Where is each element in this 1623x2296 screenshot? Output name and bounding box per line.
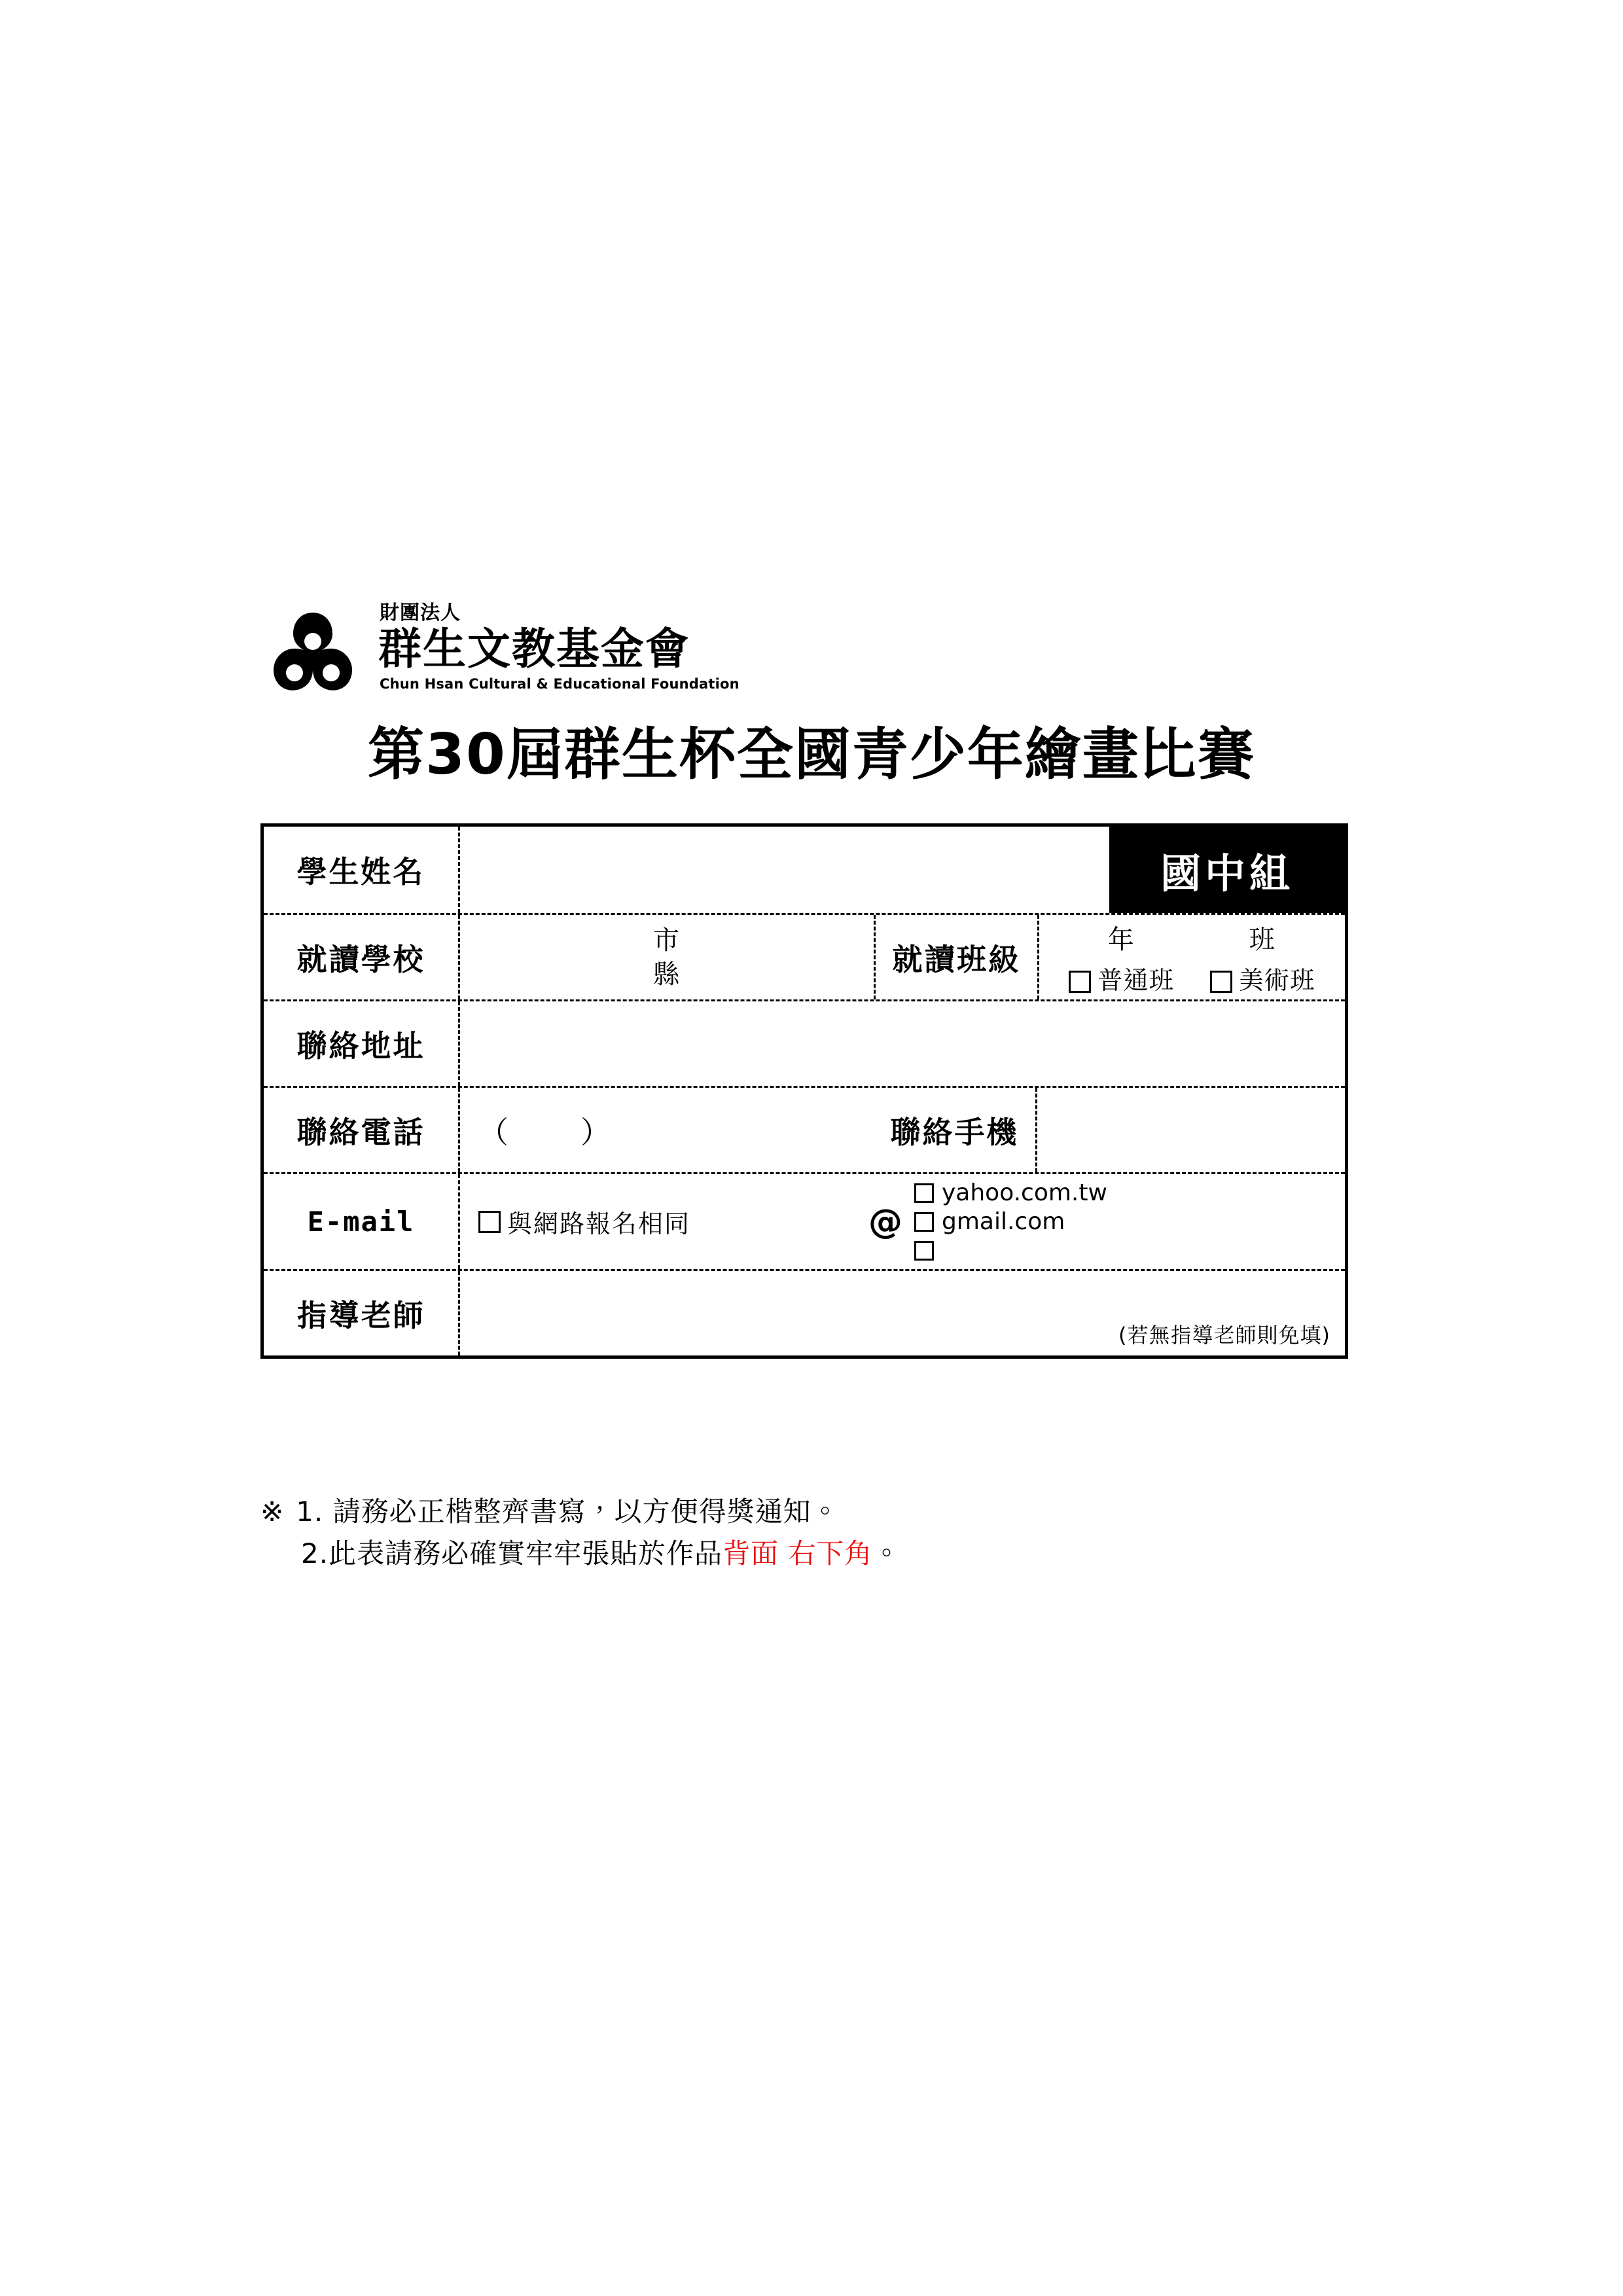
- entry-form-table: [260, 823, 1348, 1359]
- note-1-text: 1. 請務必正楷整齊書寫，以方便得獎通知。: [296, 1496, 840, 1528]
- label-art-class: 美術班: [1238, 965, 1315, 995]
- label-teacher: 指導老師: [264, 1271, 460, 1355]
- checkbox-domain-gmail[interactable]: [914, 1208, 1107, 1236]
- checkbox-box-icon: [1210, 971, 1232, 993]
- label-domain-yahoo: yahoo.com.tw: [942, 1179, 1107, 1206]
- field-student-name[interactable]: [460, 827, 1345, 913]
- table-row-address: [264, 999, 1345, 1086]
- checkbox-same-as-online[interactable]: [460, 1174, 853, 1269]
- note-2-suffix: 。: [872, 1537, 901, 1570]
- label-mobile: 聯絡手機: [874, 1088, 1037, 1172]
- table-row-student-name: [264, 827, 1345, 913]
- class-type-options: [1051, 960, 1333, 996]
- label-class: 就讀班級: [874, 915, 1037, 999]
- label-normal-class: 普通班: [1097, 965, 1175, 995]
- checkbox-box-icon: [1069, 971, 1091, 993]
- field-mobile[interactable]: [1037, 1088, 1345, 1172]
- checkbox-box-icon: [914, 1183, 934, 1203]
- city-county-hint: [460, 915, 874, 999]
- label-address: 聯絡地址: [264, 1001, 460, 1086]
- logo-text: [378, 602, 771, 692]
- field-address[interactable]: [460, 1001, 1345, 1086]
- note-line-1: [260, 1491, 1373, 1533]
- note-mark-text: ※: [260, 1496, 285, 1528]
- logo-small-text: 財團法人: [380, 601, 461, 624]
- field-school[interactable]: [460, 915, 874, 999]
- logo-english-text: Chun Hsan Cultural & Educational Foundation: [380, 676, 740, 692]
- phone-area-code-hint: （ ）: [478, 1114, 615, 1150]
- at-sign-text: @: [868, 1202, 902, 1242]
- note-2-highlight: 背面 右下角: [722, 1537, 873, 1570]
- checkbox-domain-other[interactable]: [914, 1236, 1107, 1265]
- logo-main-text: 群生文教基金會: [378, 624, 690, 674]
- note-line-2: [301, 1533, 1373, 1575]
- note-2-prefix: 2.此表請務必確實牢牢張貼於作品: [301, 1537, 723, 1570]
- label-email: E-mail: [264, 1174, 460, 1269]
- table-row-phone: [264, 1086, 1345, 1172]
- field-email-domain[interactable]: [853, 1174, 1345, 1269]
- label-same-as-online: 與網路報名相同: [507, 1210, 691, 1238]
- checkbox-box-icon: [914, 1241, 934, 1261]
- label-phone: 聯絡電話: [264, 1088, 460, 1172]
- table-row-school: [264, 913, 1345, 999]
- field-class[interactable]: [1037, 915, 1345, 999]
- label-school: 就讀學校: [264, 915, 460, 999]
- county-text: 縣: [653, 959, 681, 990]
- table-row-teacher: [264, 1269, 1345, 1355]
- foundation-logo: [260, 602, 771, 713]
- checkbox-box-icon: [914, 1212, 934, 1232]
- field-phone[interactable]: [460, 1088, 874, 1172]
- page-title: 第30屆群生杯全國青少年繪畫比賽: [368, 722, 1255, 787]
- form-notes: [260, 1491, 1373, 1575]
- status-badge-group: 國中組: [1109, 827, 1345, 913]
- field-teacher[interactable]: [460, 1271, 1345, 1355]
- checkbox-art-class[interactable]: [1210, 960, 1315, 996]
- email-domain-options: [914, 1179, 1107, 1265]
- city-text: 市: [653, 925, 681, 956]
- class-year-unit: 年: [1107, 924, 1135, 955]
- table-row-email: [264, 1172, 1345, 1269]
- label-student-name: 學生姓名: [264, 827, 460, 913]
- checkbox-domain-yahoo[interactable]: [914, 1179, 1107, 1208]
- class-units: [1051, 919, 1333, 956]
- checkbox-normal-class[interactable]: [1069, 960, 1174, 996]
- class-class-unit: 班: [1249, 924, 1277, 955]
- teacher-optional-note: (若無指導老師則免填): [1118, 1323, 1330, 1348]
- clover-logo-icon: [260, 607, 365, 706]
- checkbox-box-icon: [478, 1211, 501, 1233]
- label-domain-gmail: gmail.com: [942, 1208, 1065, 1235]
